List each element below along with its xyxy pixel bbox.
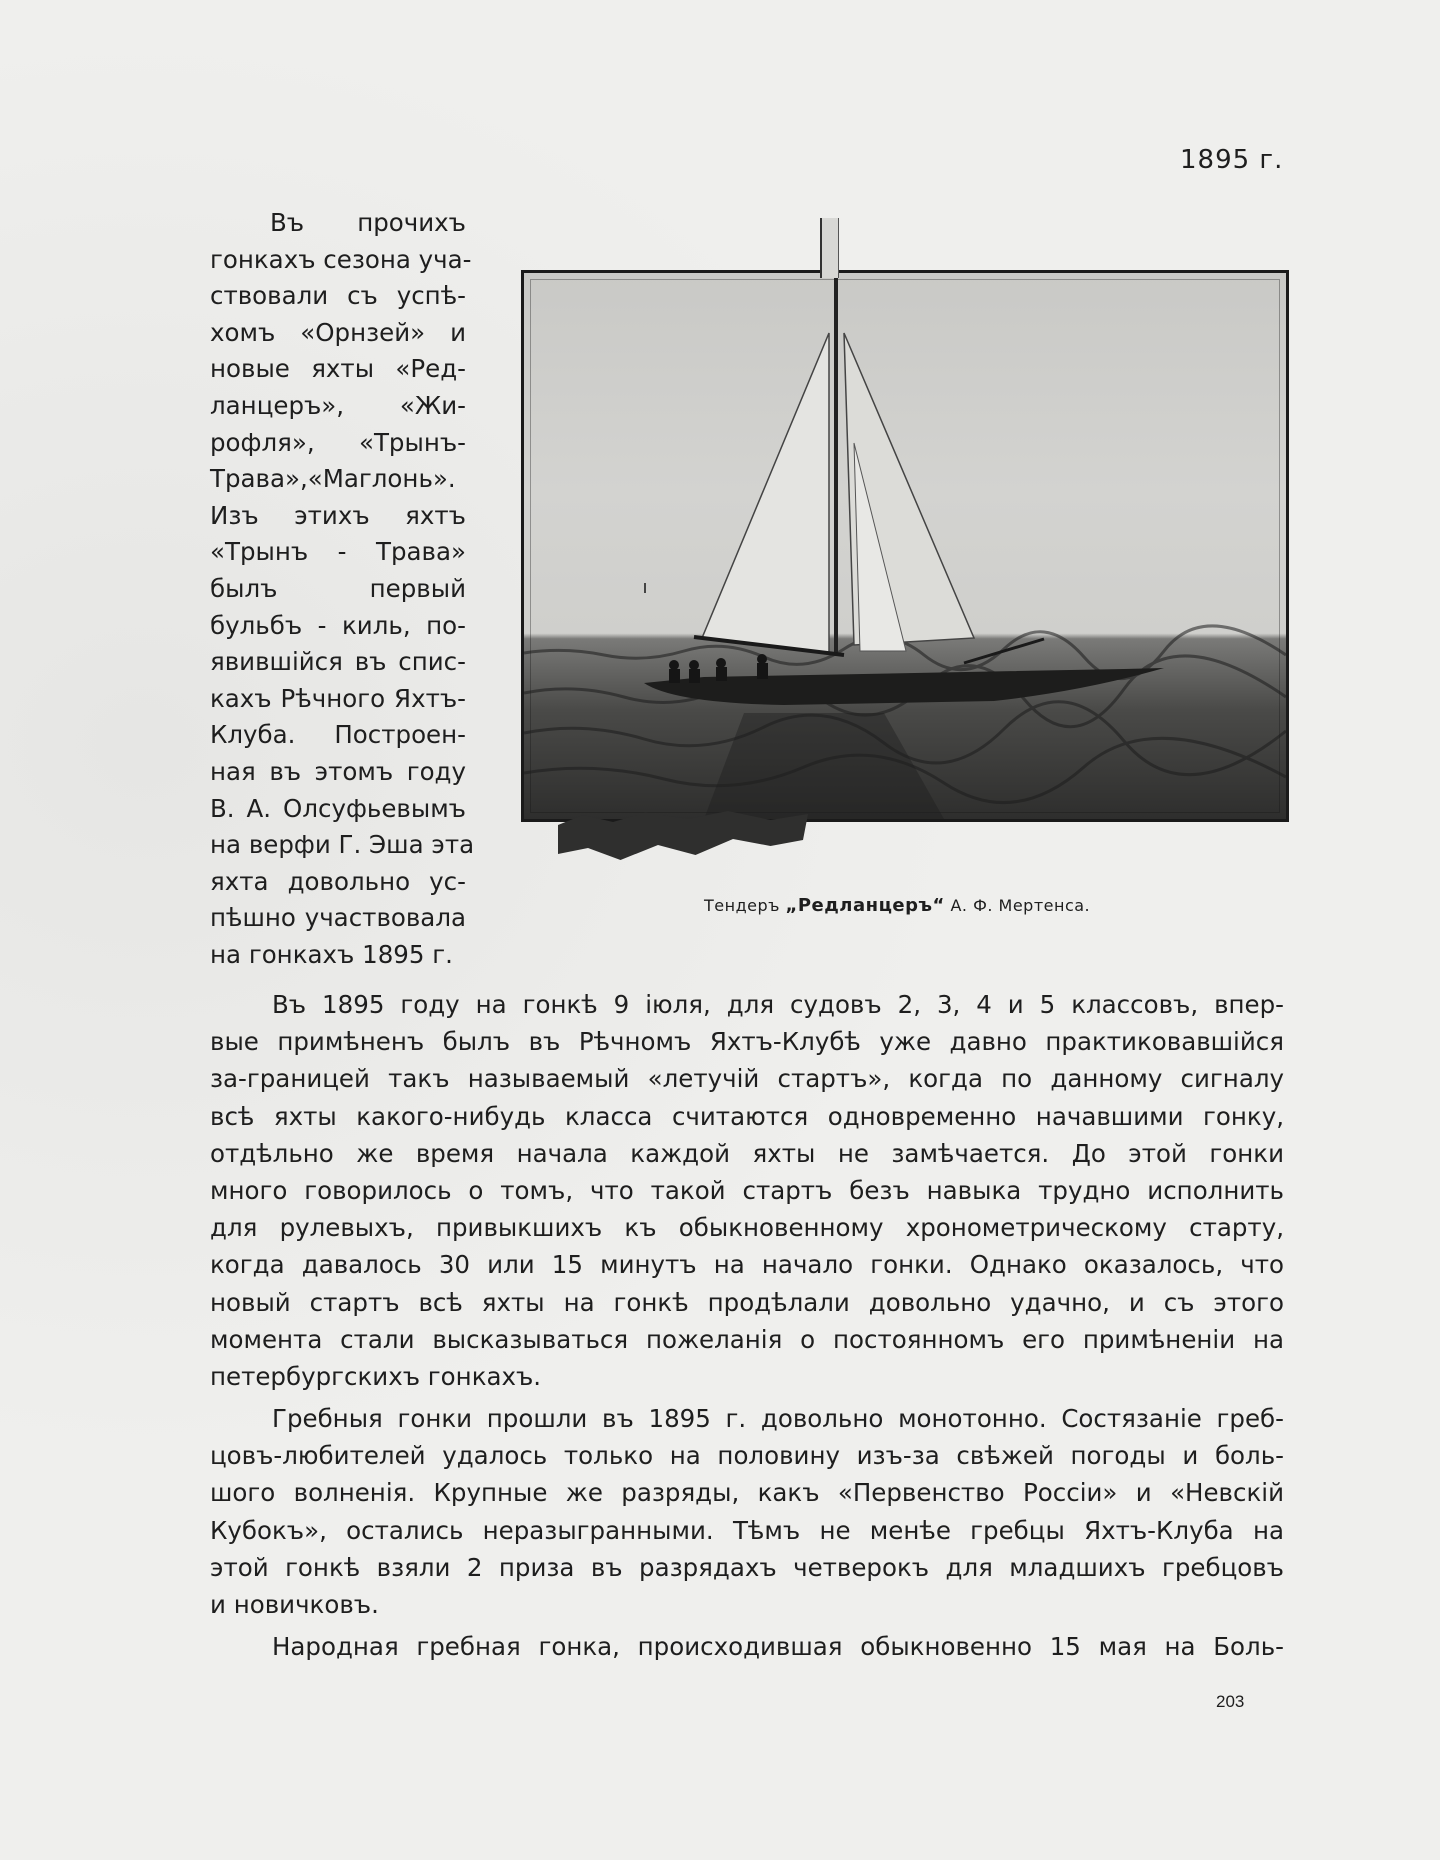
paragraph-folk-rowing <box>210 1628 1284 1665</box>
body-line: петербургскихъ гонкахъ. <box>210 1361 542 1391</box>
side-line: Трава»,«Маглонь». <box>210 464 456 494</box>
body-line: момента стали высказываться пожеланія о постоянномъ его примѣненіи на <box>210 1324 1284 1354</box>
caption-prefix: Тендеръ <box>704 896 786 915</box>
caption-yacht-name: „Редланцеръ“ <box>785 895 945 916</box>
side-line: хомъ «Орнзей» и <box>210 317 466 347</box>
body-line: для рулевыхъ, привыкшихъ къ обыкновенному хронометрическому старту, <box>210 1213 1284 1243</box>
side-line: бульбъ - киль, по- <box>210 610 466 640</box>
body-line: Народная гребная гонка, происходившая обыкновенно 15 мая на Боль- <box>272 1632 1284 1662</box>
body-line: за-границей такъ называемый «летучій стартъ», когда по данному сигналу <box>210 1064 1284 1094</box>
side-line: Клуба. Построен- <box>210 720 466 750</box>
side-line: кахъ Рѣчного Яхтъ- <box>210 683 466 713</box>
photo-frame <box>521 270 1289 822</box>
paragraph-rowing-races <box>210 1400 1284 1623</box>
body-line: Кубокъ», остались неразыгранными. Тѣмъ не менѣе гребцы Яхтъ-Клуба на <box>210 1515 1284 1545</box>
body-line: и новичковъ. <box>210 1590 379 1619</box>
mast-top-pennant <box>820 218 839 278</box>
side-column-text <box>210 205 475 973</box>
side-line: пѣшно участвовала <box>210 903 466 933</box>
side-line: рофля», «Трынъ- <box>210 427 466 457</box>
side-line: на верфи Г. Эша эта <box>210 830 475 860</box>
side-line: В. А. Олсуфьевымъ <box>210 793 466 823</box>
side-line: явившійся въ спис- <box>210 647 466 677</box>
body-line: всѣ яхты какого-нибудь класса считаются одновременно начавшими гонку, <box>210 1101 1284 1131</box>
body-line: Гребныя гонки прошли въ 1895 г. довольно монотонно. Состязаніе греб- <box>272 1404 1284 1434</box>
paragraph-flying-start <box>210 986 1284 1395</box>
yacht-photograph <box>518 218 1288 870</box>
side-line: Въ прочихъ <box>270 208 466 237</box>
body-line: шого волненія. Крупные же разряды, какъ «Первенство Россіи» и «Невскій <box>210 1478 1284 1508</box>
side-line: на гонкахъ 1895 г. <box>210 939 453 969</box>
side-line: ствовали съ успѣ- <box>210 281 466 311</box>
body-line: вые примѣненъ былъ въ Рѣчномъ Яхтъ-Клубѣ уже давно практиковавшійся <box>210 1027 1284 1057</box>
main-body-text <box>210 986 1284 1665</box>
body-line: отдѣльно же время начала каждой яхты не замѣчается. До этой гонки <box>210 1138 1284 1168</box>
side-line: гонкахъ сезона уча- <box>210 244 472 274</box>
page-number: 203 <box>1216 1692 1245 1711</box>
sailboat-illustration <box>524 273 1286 819</box>
body-line: цовъ-любителей удалось только на половину изъ-за свѣжей погоды и боль- <box>210 1441 1284 1471</box>
body-line: когда давалось 30 или 15 минутъ на начало гонки. Однако оказалось, что <box>210 1250 1284 1280</box>
body-line: новый стартъ всѣ яхты на гонкѣ продѣлали довольно удачно, и съ этого <box>210 1287 1284 1317</box>
side-line: ланцеръ», «Жи- <box>210 390 466 420</box>
side-line: былъ первый <box>210 573 466 603</box>
side-line: новые яхты «Ред- <box>210 354 466 384</box>
body-line: много говорилось о томъ, что такой стартъ безъ навыка трудно исполнить <box>210 1175 1284 1205</box>
side-line: Изъ этихъ яхтъ <box>210 500 466 530</box>
figure-caption <box>704 895 1090 916</box>
caption-owner: А. Ф. Мертенса. <box>944 896 1091 915</box>
body-line: Въ 1895 году на гонкѣ 9 іюля, для судовъ 2, 3, 4 и 5 классовъ, впер- <box>272 990 1284 1019</box>
running-head-year: 1895 г. <box>1180 145 1284 175</box>
side-line: ная въ этомъ году <box>210 756 466 786</box>
side-line: «Трынъ - Трава» <box>210 537 466 567</box>
side-line: яхта довольно ус- <box>210 866 466 896</box>
body-line: этой гонкѣ взяли 2 приза въ разрядахъ четверокъ для младшихъ гребцовъ <box>210 1552 1284 1582</box>
